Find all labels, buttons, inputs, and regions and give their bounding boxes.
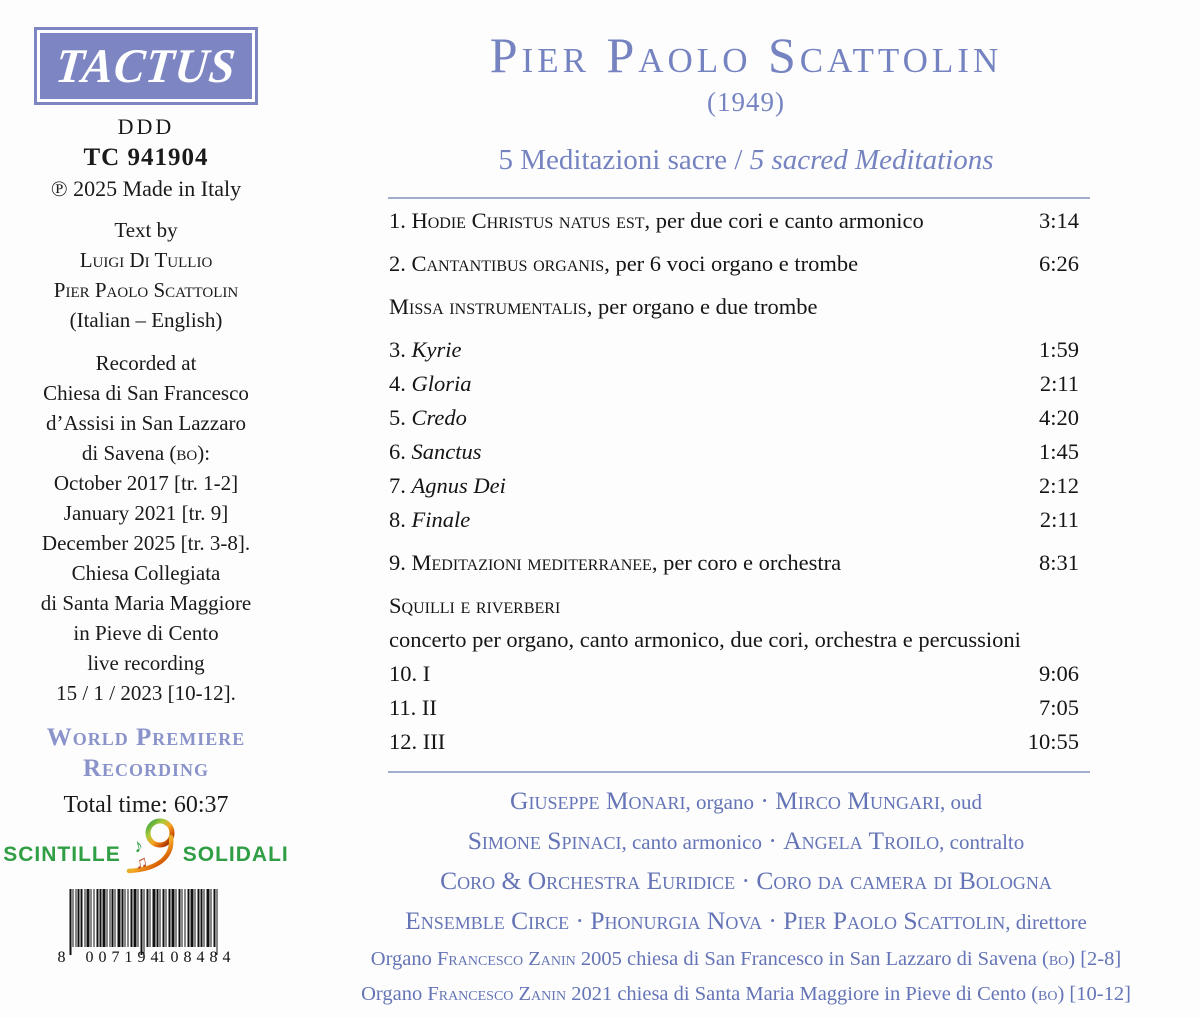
track-time: 8:31 [1038, 550, 1079, 575]
track-title-italic: Gloria [411, 371, 472, 396]
track-number: 11. [389, 695, 422, 720]
recording-info-line-text: live recording [87, 651, 205, 675]
composer-name: Pier Paolo Scattolin [489, 27, 1003, 83]
text-by-line [0, 305, 292, 335]
album-title [292, 144, 1200, 177]
credit-segment: Angela Troilo [783, 826, 940, 855]
credit-segment: ) [10-12] [1057, 983, 1131, 1005]
track-title-smallcaps: Squilli e riverberi [389, 593, 561, 618]
credit-segment: Simone Spinaci [467, 826, 622, 855]
track-title [389, 551, 841, 575]
track-title-smallcaps: Hodie Christus natus est [411, 208, 645, 233]
track-row [389, 662, 1079, 686]
credit-segment: · [761, 826, 784, 855]
track-subtitle-row [389, 628, 1079, 652]
recording-info-line [0, 678, 292, 708]
recording-info-line [0, 648, 292, 678]
track-time: 10:55 [1027, 729, 1079, 754]
track-title-rest: , per coro e orchestra [651, 550, 842, 575]
section-row [389, 295, 1079, 319]
barcode-digits-left: 007194 [85, 949, 164, 966]
track-title-italic: Kyrie [411, 337, 462, 362]
credits-block [292, 785, 1200, 1010]
track-number: 2. [389, 251, 412, 276]
credit-segment: · [762, 906, 784, 935]
total-time: Total time: 60:37 [63, 792, 229, 818]
track-title [389, 440, 482, 464]
track-row [389, 730, 1079, 754]
track-row [389, 338, 1079, 362]
credit-line [292, 865, 1200, 900]
composer-dates: (1949) [707, 87, 785, 117]
credit-segment: bo [1038, 983, 1058, 1005]
charity-logo [0, 823, 292, 887]
track-time: 2:11 [1039, 371, 1079, 396]
track-number: 5. [389, 405, 412, 430]
credit-segment: Phonurgia Nova [590, 906, 763, 935]
track-number: 1. [389, 208, 412, 233]
recording-info-line-text: bo [176, 441, 198, 465]
charity-word-left: SCINTILLE [3, 843, 121, 866]
recording-info-line-text: in Pieve di Cento [73, 621, 219, 645]
catalog-number: TC 941904 [83, 144, 209, 171]
credit-segment: , organo [685, 790, 754, 814]
copyright-line: ℗ 2025 Made in Italy [50, 176, 242, 201]
world-premiere-label [0, 722, 292, 784]
album-title-italian: 5 Meditazioni sacre [498, 144, 728, 176]
credit-segment: Mirco Mungari [775, 786, 940, 815]
recording-info-line [0, 438, 292, 468]
recording-info-line-text: d’Assisi in San Lazzaro [45, 411, 247, 435]
track-title-rest: , per organo e due trombe [586, 294, 818, 319]
music-notes-swirl-icon [123, 811, 181, 881]
text-by-block [0, 215, 292, 335]
credit-segment: Francesco Zanin [427, 983, 567, 1005]
recording-info-line-text: Chiesa Collegiata [71, 561, 221, 585]
text-by-line-text: Pier Paolo Scattolin [53, 278, 239, 302]
track-time: 1:59 [1038, 337, 1079, 362]
credit-line [292, 905, 1200, 940]
track-time: 1:45 [1038, 439, 1079, 464]
tactus-logo-text: TACTUS [53, 38, 239, 93]
track-time: 2:12 [1038, 473, 1079, 498]
barcode-bars [46, 887, 246, 967]
track-time: 2:11 [1039, 507, 1079, 532]
track-time: 3:14 [1038, 208, 1079, 233]
track-title [389, 474, 506, 498]
track-title-smallcaps: I [422, 661, 431, 686]
recording-info-line [0, 378, 292, 408]
credit-segment: ) [2-8] [1068, 948, 1122, 970]
album-title-separator: / [727, 144, 750, 176]
credit-segment: , oud [939, 790, 982, 814]
credit-segment: , direttore [1005, 910, 1087, 934]
recording-info-line [0, 468, 292, 498]
recording-info-line-text: di Savena ( [81, 441, 177, 465]
recording-info-line-text: Chiesa di San Francesco [43, 381, 249, 405]
barcode-digit-lead: 8 [57, 949, 66, 966]
recording-info-line-text: ): [197, 441, 211, 465]
recording-info-line-text: January 2021 [tr. 9] [63, 501, 229, 525]
track-row [389, 696, 1079, 720]
credit-segment: Organo [370, 948, 438, 970]
track-title [389, 295, 817, 319]
text-by-line [0, 275, 292, 305]
track-row [389, 406, 1079, 430]
track-number: 4. [389, 371, 412, 396]
track-title [389, 594, 560, 618]
recording-info-line [0, 618, 292, 648]
recording-info-line-text: December 2025 [tr. 3-8]. [41, 531, 251, 555]
recording-info-line [0, 558, 292, 588]
barcode [0, 887, 292, 972]
credit-segment: , canto armonico [621, 830, 762, 854]
track-time: 6:26 [1038, 251, 1079, 276]
track-title [389, 730, 445, 754]
credit-segment: Coro & Orchestra Euridice [440, 866, 736, 895]
recording-info-line [0, 408, 292, 438]
credit-segment: Francesco Zanin [437, 948, 576, 970]
track-number: 12. [389, 729, 423, 754]
track-title [389, 696, 437, 720]
text-by-line-text: (Italian – English) [69, 308, 223, 332]
credit-segment: 2005 chiesa di San Francesco in San Lazzaro di Savena ( [575, 948, 1049, 970]
credit-line [292, 785, 1200, 820]
album-title-english: 5 sacred Meditations [749, 144, 994, 176]
track-title [389, 372, 472, 396]
recording-info-line [0, 588, 292, 618]
track-title [389, 338, 462, 362]
credit-segment: 2021 chiesa di Santa Maria Maggiore in Pieve di Cento ( [566, 983, 1039, 1005]
track-number: 10. [389, 661, 423, 686]
svg-text:♫: ♫ [133, 852, 150, 873]
separator-rule-top [388, 197, 1090, 199]
track-title-rest: , per due cori e canto armonico [644, 208, 924, 233]
credit-line [292, 825, 1200, 860]
credit-line [292, 980, 1200, 1010]
barcode-digits-right: 108484 [157, 949, 236, 966]
track-time: 4:20 [1038, 405, 1079, 430]
recording-info-line-text: di Santa Maria Maggiore [40, 591, 252, 615]
credit-segment: Ensemble Circe [405, 906, 570, 935]
main-panel [292, 0, 1200, 1010]
sidebar [0, 0, 292, 972]
track-row [389, 508, 1079, 532]
track-number: 8. [389, 507, 412, 532]
track-title-italic: Credo [411, 405, 467, 430]
track-row [389, 440, 1079, 464]
recording-info-line [0, 348, 292, 378]
track-row [389, 474, 1079, 498]
credit-segment: Organo [361, 983, 428, 1005]
track-title-smallcaps: Missa instrumentalis [389, 294, 587, 319]
world-premiere-line2: Recording [82, 755, 210, 782]
text-by-line-text: Text by [114, 218, 178, 242]
track-title-smallcaps: II [421, 695, 437, 720]
track-row [389, 551, 1079, 575]
track-number: 6. [389, 439, 412, 464]
recording-info-line [0, 528, 292, 558]
text-by-line [0, 245, 292, 275]
credit-segment: · [569, 906, 591, 935]
text-by-line [0, 215, 292, 245]
track-number: 9. [389, 550, 412, 575]
recording-info-line [0, 498, 292, 528]
track-time: 7:05 [1038, 695, 1079, 720]
track-title [389, 628, 1021, 652]
tactus-logo [37, 30, 255, 102]
track-title-smallcaps: Meditazioni mediterranee [411, 550, 652, 575]
track-number: 7. [389, 473, 412, 498]
track-title [389, 252, 858, 276]
credit-segment: · [753, 786, 776, 815]
separator-rule-bottom [388, 771, 1090, 773]
track-title-italic: Finale [411, 507, 471, 532]
credit-segment: bo [1048, 948, 1069, 970]
recording-info-line-text: October 2017 [tr. 1-2] [53, 471, 239, 495]
track-title [389, 662, 430, 686]
credit-line [292, 945, 1200, 975]
recording-info-block [0, 348, 292, 708]
track-time: 9:06 [1038, 661, 1079, 686]
credit-segment: Pier Paolo Scattolin [783, 906, 1006, 935]
track-title-smallcaps: III [422, 729, 446, 754]
track-title-rest: , per 6 voci organo e trombe [604, 251, 859, 276]
album-header [292, 28, 1200, 177]
charity-word-right: SOLIDALI [182, 843, 289, 866]
section-row [389, 594, 1079, 618]
track-title-italic: Sanctus [411, 439, 482, 464]
credit-segment: Giuseppe Monari [510, 786, 686, 815]
svg-text:♪: ♪ [130, 835, 146, 858]
track-title [389, 508, 470, 532]
track-row [389, 372, 1079, 396]
track-subtitle-text: concerto per organo, canto armonico, due cori, orchestra e percussioni [389, 627, 1021, 652]
recording-info-line-text: Recorded at [95, 351, 197, 375]
format-label: DDD [117, 114, 175, 139]
track-list [389, 209, 1079, 754]
track-title [389, 209, 924, 233]
track-title-italic: Agnus Dei [411, 473, 506, 498]
track-row [389, 209, 1079, 233]
track-title [389, 406, 467, 430]
credit-segment: Coro da camera di Bologna [756, 866, 1052, 895]
text-by-line-text: Luigi Di Tullio [79, 248, 213, 272]
track-title-smallcaps: Cantantibus organis [411, 251, 605, 276]
credit-segment: · [735, 866, 757, 895]
credit-segment: , contralto [939, 830, 1025, 854]
track-number: 3. [389, 337, 412, 362]
recording-info-line-text: 15 / 1 / 2023 [10-12]. [56, 681, 236, 705]
world-premiere-line1: World Premiere [46, 724, 246, 751]
track-row [389, 252, 1079, 276]
